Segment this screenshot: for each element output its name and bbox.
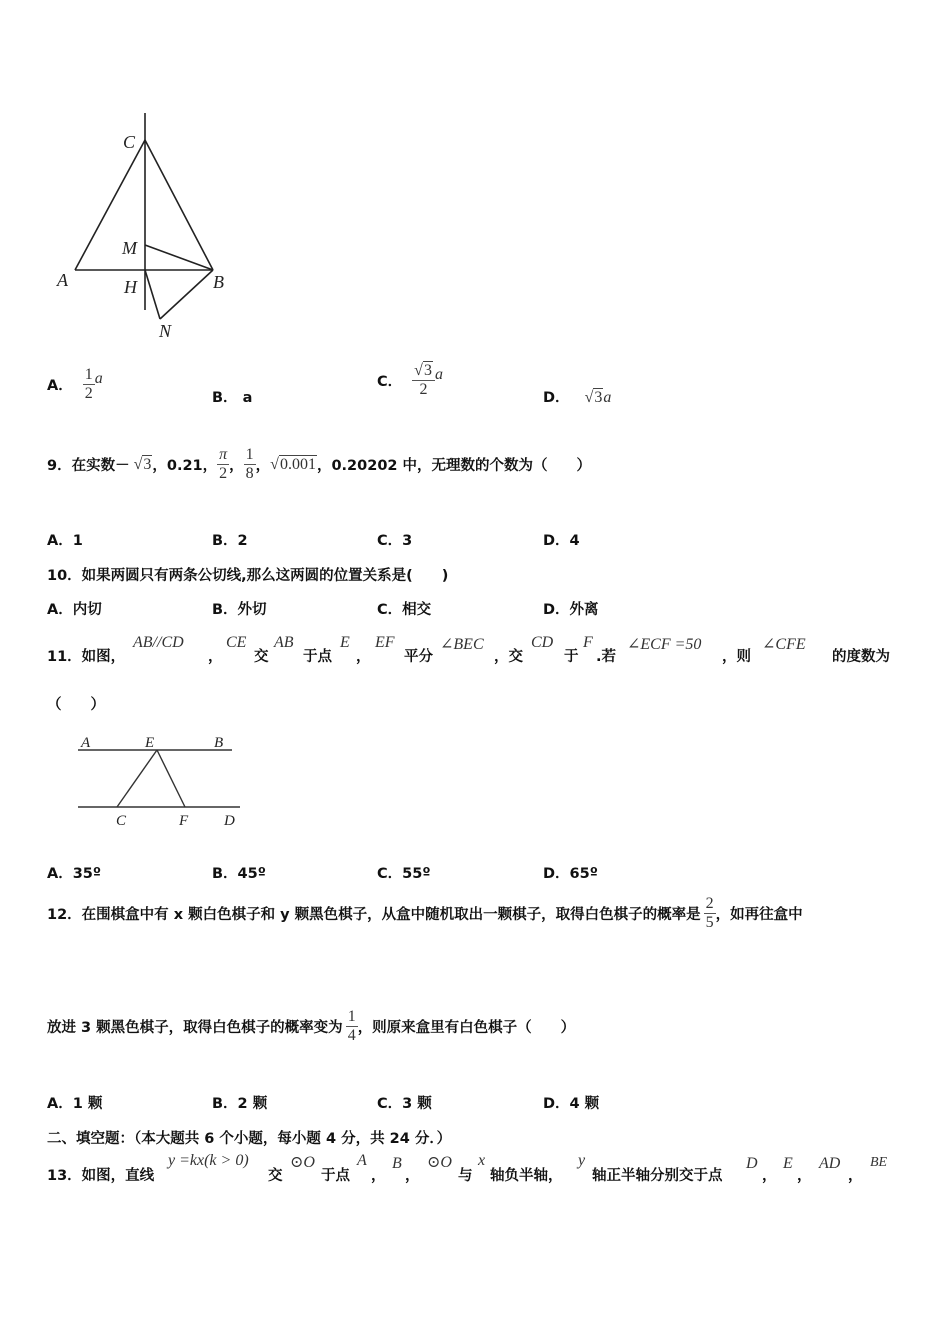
q12-text: ，如再往盒中 — [715, 907, 803, 923]
q9-option-b[interactable]: B．2 — [212, 533, 248, 549]
q11-math-angle-bec: ∠BEC — [440, 636, 484, 653]
q12-option-c[interactable]: C．3 颗 — [377, 1096, 432, 1112]
q13-math-line: y =kx(k > 0) — [168, 1152, 249, 1169]
label-n: N — [159, 321, 172, 341]
q12-text: ，则原来盒里有白色棋子（ ） — [357, 1020, 576, 1036]
label-f: F — [179, 813, 189, 829]
sqrt: √0.001 — [270, 455, 316, 473]
q11-answer-paren: （ ） — [47, 697, 105, 713]
q9-text: 9．在实数－ — [47, 458, 130, 474]
q8-option-d[interactable] — [543, 386, 611, 407]
q13-text: ， — [797, 1168, 812, 1184]
radicand: 3 — [594, 389, 603, 406]
sqrt: √3 — [133, 455, 152, 473]
option-label: A． — [47, 378, 73, 394]
variable: a — [434, 365, 443, 383]
label-b: B — [214, 735, 224, 751]
fraction — [83, 366, 95, 403]
question-9 — [47, 446, 591, 483]
q13-text: ， — [762, 1168, 777, 1184]
q13-math-x: x — [478, 1152, 486, 1169]
q11-math-ef: EF — [375, 634, 395, 651]
label-b: B — [213, 272, 224, 292]
radicand: 3 — [143, 455, 152, 473]
q13-text: ， — [371, 1168, 386, 1184]
q13-lead: 13．如图，直线 — [47, 1168, 155, 1184]
q12-option-d[interactable]: D．4 颗 — [543, 1096, 600, 1112]
radicand: 3 — [423, 362, 432, 379]
fraction — [704, 895, 716, 932]
q9-text: ，0.21， — [152, 458, 218, 474]
q13-math-be: BE — [870, 1155, 888, 1170]
q9-text: ， — [229, 458, 244, 474]
q13-text: 于点 — [321, 1168, 350, 1184]
q11-text: 于点 — [303, 649, 332, 665]
q13-math-b: B — [392, 1155, 402, 1172]
section-2-title: 二、填空题：（本大题共 6 个小题，每小题 4 分，共 24 分．） — [47, 1131, 452, 1147]
numerator: 1 — [245, 446, 254, 463]
denominator: 4 — [347, 1027, 356, 1044]
q11-text: .若 — [596, 649, 617, 665]
q11-option-d[interactable]: D．65º — [543, 866, 598, 882]
q10-option-c[interactable]: C．相交 — [377, 602, 432, 618]
q13-math-circle-o: ⊙O — [427, 1154, 452, 1171]
q13-math-ad: AD — [819, 1155, 841, 1172]
sqrt: √3 — [584, 389, 603, 406]
fraction — [412, 362, 435, 399]
q13-math-y: y — [578, 1152, 586, 1169]
q11-text: ，交 — [494, 649, 523, 665]
label-c: C — [123, 132, 136, 152]
option-label: B． — [212, 390, 238, 406]
fraction — [244, 446, 256, 483]
q12-text: 放进 3 颗黑色棋子，取得白色棋子的概率变为 — [47, 1020, 343, 1036]
q9-text: ， — [255, 458, 271, 474]
q11-option-b[interactable]: B．45º — [212, 866, 266, 882]
q11-text: ，则 — [722, 649, 751, 665]
q11-math-f: F — [583, 634, 593, 651]
numerator: 1 — [347, 1008, 356, 1025]
denominator: 2 — [219, 465, 228, 482]
q11-lead: 11．如图， — [47, 649, 126, 665]
radicand: 0.001 — [279, 455, 316, 473]
q11-math-angle-cfe: ∠CFE — [762, 636, 806, 653]
question-12-line2 — [47, 1008, 575, 1045]
q10-option-a[interactable]: A．内切 — [47, 602, 102, 618]
label-d: D — [224, 813, 235, 829]
variable: a — [94, 369, 103, 387]
q11-math-angle-ecf: ∠ECF =50 — [627, 636, 702, 653]
fraction — [346, 1008, 358, 1045]
label-c: C — [116, 813, 127, 829]
q11-math-cd: CD — [531, 634, 554, 651]
q11-option-c[interactable]: C．55º — [377, 866, 431, 882]
q11-text: ， — [208, 649, 223, 665]
q13-math-d: D — [746, 1155, 758, 1172]
numerator: π — [219, 446, 228, 463]
variable: a — [603, 389, 612, 406]
label-a: A — [57, 270, 68, 290]
q13-text: ， — [405, 1168, 420, 1184]
q11-option-a[interactable]: A．35º — [47, 866, 102, 882]
q11-math-ab: AB — [274, 634, 294, 651]
q13-math-circle-o: ⊙O — [290, 1154, 315, 1171]
q11-text: 的度数为 — [832, 649, 890, 665]
q12-text: 12．在围棋盒中有 x 颗白色棋子和 y 颗黑色棋子，从盒中随机取出一颗棋子，取得白色棋子的概率是 — [47, 907, 701, 923]
q8-option-a[interactable] — [47, 366, 103, 403]
q10-option-d[interactable]: D．外离 — [543, 602, 599, 618]
q12-option-b[interactable]: B．2 颗 — [212, 1096, 268, 1112]
sqrt: √3 — [414, 362, 432, 379]
q8-option-c[interactable] — [377, 362, 443, 399]
q9-option-d[interactable]: D．4 — [543, 533, 580, 549]
denominator: 2 — [84, 385, 93, 402]
q13-math-e: E — [783, 1155, 793, 1172]
q12-option-a[interactable]: A．1 颗 — [47, 1096, 103, 1112]
q9-option-a[interactable]: A．1 — [47, 533, 83, 549]
label-m: M — [122, 238, 137, 258]
fraction-pi — [217, 446, 229, 483]
label-h: H — [124, 277, 137, 297]
q13-text: 轴正半轴分别交于点 — [592, 1168, 723, 1184]
q13-text: ， — [848, 1168, 863, 1184]
q11-text: 于 — [564, 649, 579, 665]
q8-option-b[interactable] — [212, 386, 252, 407]
q11-text: 平分 — [404, 649, 433, 665]
numerator: 2 — [705, 895, 714, 912]
q11-math-ab-parallel-cd: AB//CD — [133, 634, 184, 651]
question-10: 10．如果两圆只有两条公切线,那么这两圆的位置关系是( ) — [47, 568, 449, 584]
denominator: 2 — [419, 381, 428, 398]
q11-math-ce: CE — [226, 634, 247, 651]
denominator: 5 — [705, 914, 714, 931]
option-label: D． — [543, 390, 570, 406]
q13-text: 与 — [458, 1168, 473, 1184]
q13-text: 交 — [268, 1168, 283, 1184]
q11-text: 交 — [254, 649, 269, 665]
q9-option-c[interactable]: C．3 — [377, 533, 413, 549]
q11-text: ， — [356, 649, 371, 665]
q11-math-e: E — [340, 634, 350, 651]
label-a: A — [81, 735, 91, 751]
option-label: C． — [377, 374, 403, 390]
figure-parallel-lines — [70, 730, 255, 835]
option-text: a — [242, 390, 253, 406]
q13-math-a: A — [357, 1152, 367, 1169]
q10-option-b[interactable]: B．外切 — [212, 602, 267, 618]
q9-text: ，0.20202 中，无理数的个数为（ ） — [316, 458, 592, 474]
q13-text: 轴负半轴， — [490, 1168, 563, 1184]
numerator: 1 — [84, 366, 93, 383]
denominator: 8 — [245, 465, 254, 482]
figure-triangle-abc — [45, 110, 245, 345]
question-12-line1 — [47, 895, 803, 932]
label-e: E — [145, 735, 155, 751]
